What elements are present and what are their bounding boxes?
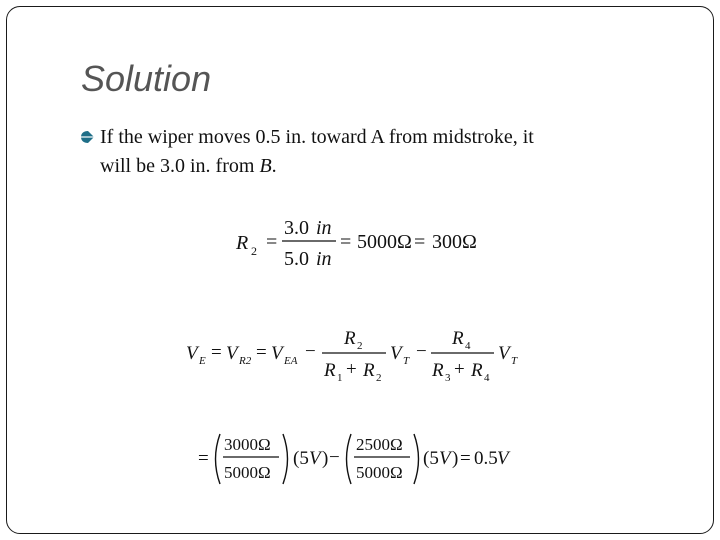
equation-numeric bbox=[192, 428, 522, 492]
bullet-line-2-prefix: will be 3.0 in. from bbox=[100, 155, 260, 177]
eq3-result-num: 0.5 bbox=[474, 448, 498, 469]
eq3-f2-num: 2500Ω bbox=[356, 435, 403, 454]
eq2-vea-var: V bbox=[271, 343, 283, 364]
eq3-f2-left-paren bbox=[347, 434, 352, 484]
bullet-item bbox=[82, 123, 682, 181]
eq3-v1-open: (5 bbox=[293, 448, 309, 469]
eq3-v2-var: V bbox=[439, 448, 451, 469]
eq1-equals-1: = bbox=[266, 231, 278, 253]
eq1-num-value: 3.0 bbox=[284, 217, 309, 239]
eq1-equals-3: = bbox=[414, 231, 426, 253]
eq3-f1-den: 5000Ω bbox=[224, 463, 271, 482]
eq2-f2-den-a-sub: 3 bbox=[445, 372, 451, 384]
eq3-equals-2: = bbox=[460, 448, 471, 469]
bullet-line-2 bbox=[100, 152, 682, 181]
eq2-vr2-var: V bbox=[226, 343, 238, 364]
eq3-v2-close: ) bbox=[452, 448, 459, 469]
eq2-f2-num-sub: 4 bbox=[465, 340, 471, 352]
eq3-f1-right-paren bbox=[283, 434, 288, 484]
eq2-f1-den-b-sub: 2 bbox=[376, 372, 382, 384]
eq2-f2-den-plus: + bbox=[454, 359, 465, 380]
eq2-f2-num-var: R bbox=[452, 328, 464, 349]
eq1-lhs-sub: 2 bbox=[251, 244, 257, 258]
eq2-f2-den-a-var: R bbox=[432, 360, 444, 381]
equation-ve bbox=[180, 322, 530, 388]
eq2-vt2-var: V bbox=[498, 343, 510, 364]
eq2-minus-2: − bbox=[416, 341, 427, 362]
eq2-vt1-sub: T bbox=[403, 355, 410, 367]
eq3-v1-var: V bbox=[309, 448, 321, 469]
eq2-minus-1: − bbox=[305, 341, 316, 362]
eq2-vt1-var: V bbox=[390, 343, 402, 364]
eq1-lhs-var: R bbox=[236, 232, 249, 254]
eq2-vr2-sub: R2 bbox=[239, 355, 252, 367]
eq2-equals-2: = bbox=[256, 342, 267, 363]
eq1-result: 300Ω bbox=[432, 231, 477, 253]
bullet-line-2-suffix: . bbox=[271, 155, 277, 177]
eq1-num-unit: in bbox=[316, 217, 332, 239]
eq2-f1-den-a-var: R bbox=[324, 360, 336, 381]
eq3-equals-1: = bbox=[198, 448, 209, 469]
bullet-line-2-var: B bbox=[259, 155, 272, 177]
eq2-f1-den-b-var: R bbox=[363, 360, 375, 381]
eq3-f1-num: 3000Ω bbox=[224, 435, 271, 454]
equation-r2 bbox=[230, 210, 510, 274]
eq3-v2-open: (5 bbox=[423, 448, 439, 469]
eq2-ve-var: V bbox=[186, 343, 198, 364]
eq2-f1-den-a-sub: 1 bbox=[337, 372, 343, 384]
eq2-f1-num-sub: 2 bbox=[357, 340, 363, 352]
eq3-f2-den: 5000Ω bbox=[356, 463, 403, 482]
slide-title: Solution bbox=[81, 58, 212, 99]
eq2-f1-den-plus: + bbox=[346, 359, 357, 380]
eq2-f2-den-b-sub: 4 bbox=[484, 372, 490, 384]
eq2-f1-num-var: R bbox=[344, 328, 356, 349]
eq2-vt2-sub: T bbox=[511, 355, 518, 367]
eq2-ve-sub: E bbox=[199, 355, 206, 367]
eq1-equals-2: = bbox=[340, 231, 352, 253]
eq3-v1-close: ) bbox=[322, 448, 329, 469]
eq1-mid-value: 5000Ω bbox=[357, 231, 412, 253]
eq3-f1-left-paren bbox=[216, 434, 221, 484]
eq1-den-value: 5.0 bbox=[284, 248, 309, 270]
eq3-minus: − bbox=[329, 447, 340, 468]
bullet-marker-icon bbox=[80, 130, 95, 145]
eq3-f2-right-paren bbox=[414, 434, 419, 484]
eq3-result-var: V bbox=[497, 448, 509, 469]
eq2-vea-sub: EA bbox=[284, 355, 298, 367]
eq1-den-unit: in bbox=[316, 248, 332, 270]
eq2-equals-1: = bbox=[211, 342, 222, 363]
eq2-f2-den-b-var: R bbox=[471, 360, 483, 381]
bullet-line-1: If the wiper moves 0.5 in. toward A from midstroke, it bbox=[100, 126, 534, 148]
bullet-text bbox=[82, 123, 682, 181]
